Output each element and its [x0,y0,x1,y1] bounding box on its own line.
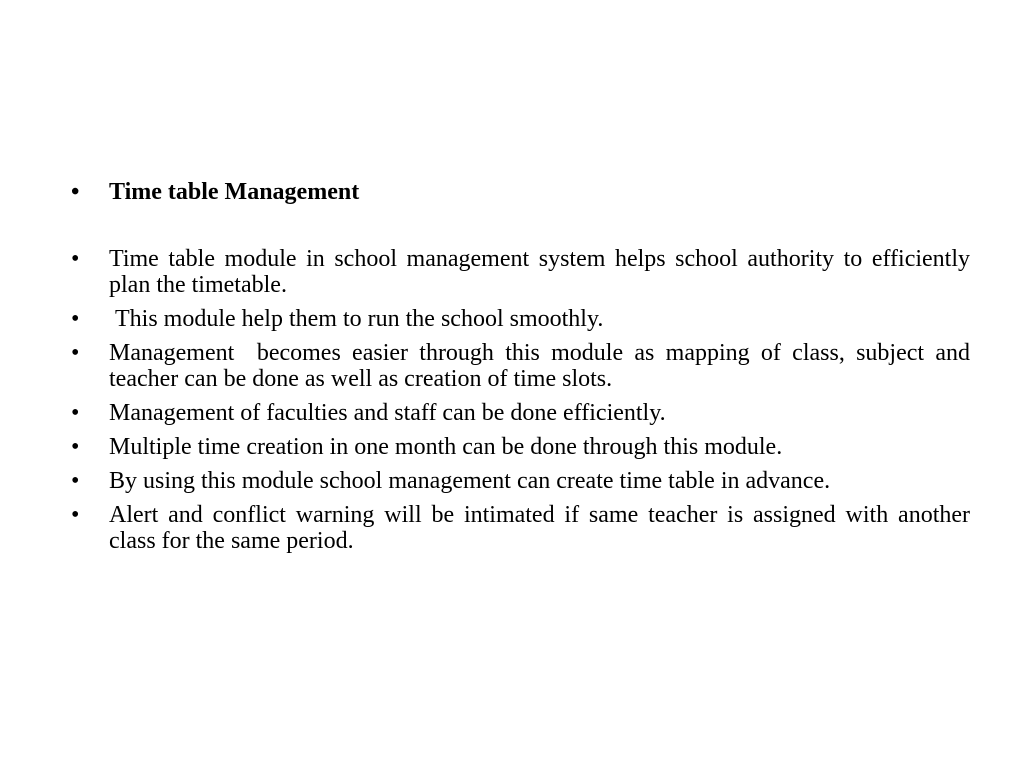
list-item-text: Alert and conflict warning will be intimated if same teacher is assigned with another class for the same period. [109,502,976,554]
bullet-icon: • [71,179,80,205]
list-item [70,400,970,426]
bullet-icon: • [71,502,80,528]
bullet-icon: • [71,400,80,426]
list-item [70,468,970,494]
list-item [70,502,976,554]
bullet-list [70,179,976,562]
bullet-icon: • [71,434,80,460]
bullet-icon: • [71,246,80,272]
list-item-text: Management becomes easier through this module as mapping of class, subject and teacher can be done as well as creation of time slots. [109,340,976,392]
list-item-text: This module help them to run the school smoothly. [109,306,604,332]
bullet-icon: • [71,306,80,332]
heading-bullet [70,179,970,205]
list-item [70,246,976,298]
list-item-text: Management of faculties and staff can be done efficiently. [109,400,666,426]
list-item-text: By using this module school management can create time table in advance. [109,468,831,494]
bullet-icon: • [71,468,80,494]
list-item [70,434,970,460]
list-item-text: Time table module in school management system helps school authority to efficiently plan the timetable. [109,246,976,298]
list-item [70,306,970,332]
slide-heading: Time table Management [109,179,360,205]
list-item-text: Multiple time creation in one month can be done through this module. [109,434,783,460]
bullet-icon: • [71,340,80,366]
list-item [70,340,976,392]
